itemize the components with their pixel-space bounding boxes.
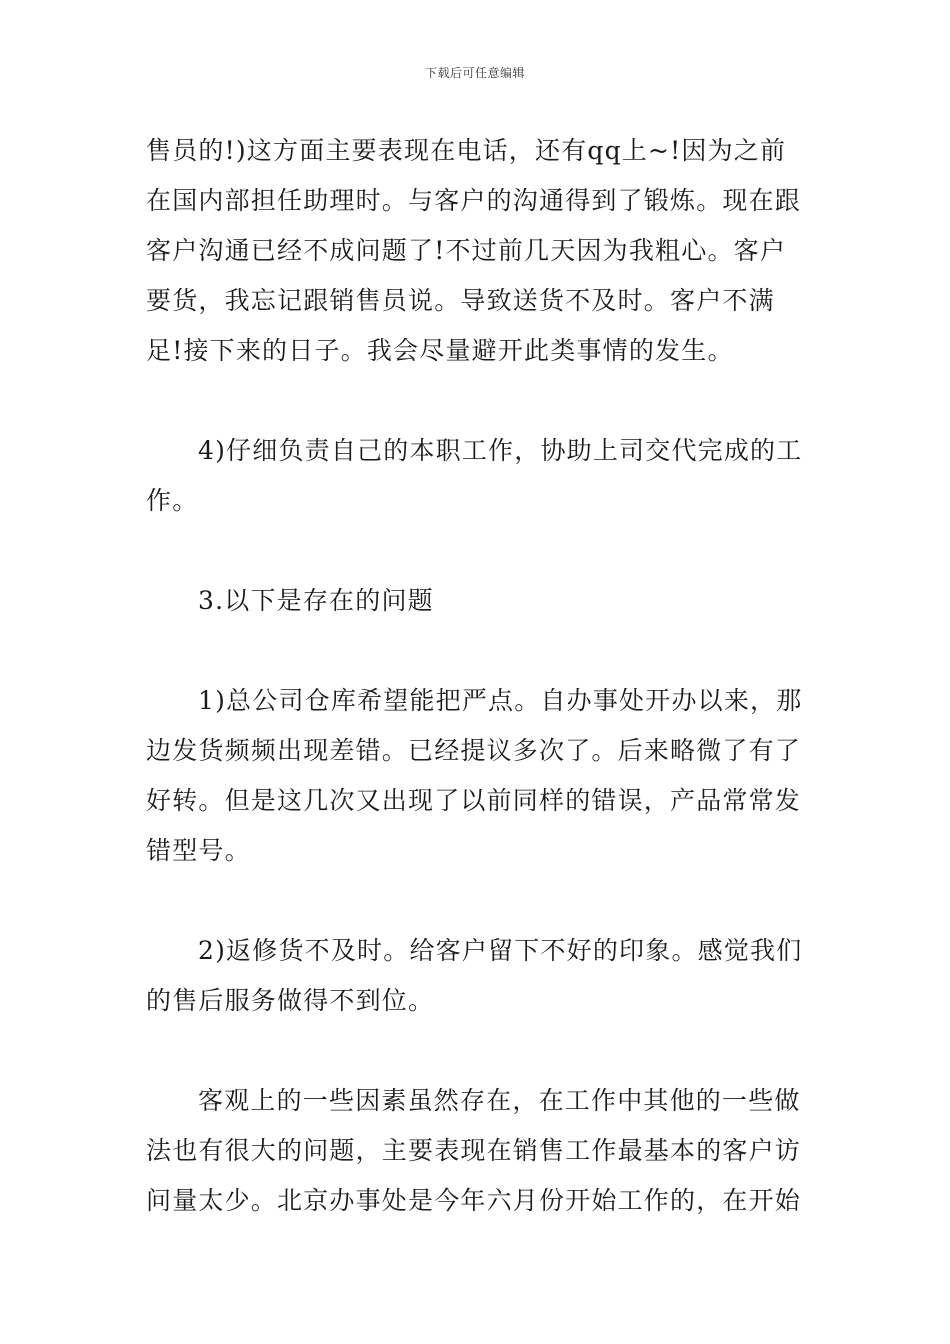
paragraph-4: 1)总公司仓库希望能把严点。自办事处开办以来，那边发货频频出现差错。已经提议多次了。后来略微了有了好转。但是这几次又出现了以前同样的错误，产品常常发错型号。 <box>146 686 803 865</box>
paragraph-6: 客观上的一些因素虽然存在，在工作中其他的一些做法也有很大的问题，主要表现在销售工作最基本的客户访问量太少。北京办事处是今年六月份开始工作的，在开始 <box>146 1086 802 1215</box>
paragraph-3-heading: 3.以下是存在的问题 <box>198 586 434 615</box>
page-header: 下载后可任意编辑 <box>424 66 525 80</box>
paragraph-2: 4)仔细负责自己的本职工作，协助上司交代完成的工作。 <box>146 436 803 515</box>
document-body <box>146 126 810 1276</box>
paragraph-1: 售员的!)这方面主要表现在电话，还有qq上~!因为之前在国内部担任助理时。与客户的沟通得到了锻炼。现在跟客户沟通已经不成问题了!不过前几天因为我粗心。客户要货，我忘记跟销售员说。导致送货不及时。客户不满足!接下来的日子。我会尽量避开此类事情的发生。 <box>146 136 802 365</box>
paragraph-5: 2)返修货不及时。给客户留下不好的印象。感觉我们的售后服务做得不到位。 <box>146 936 803 1015</box>
